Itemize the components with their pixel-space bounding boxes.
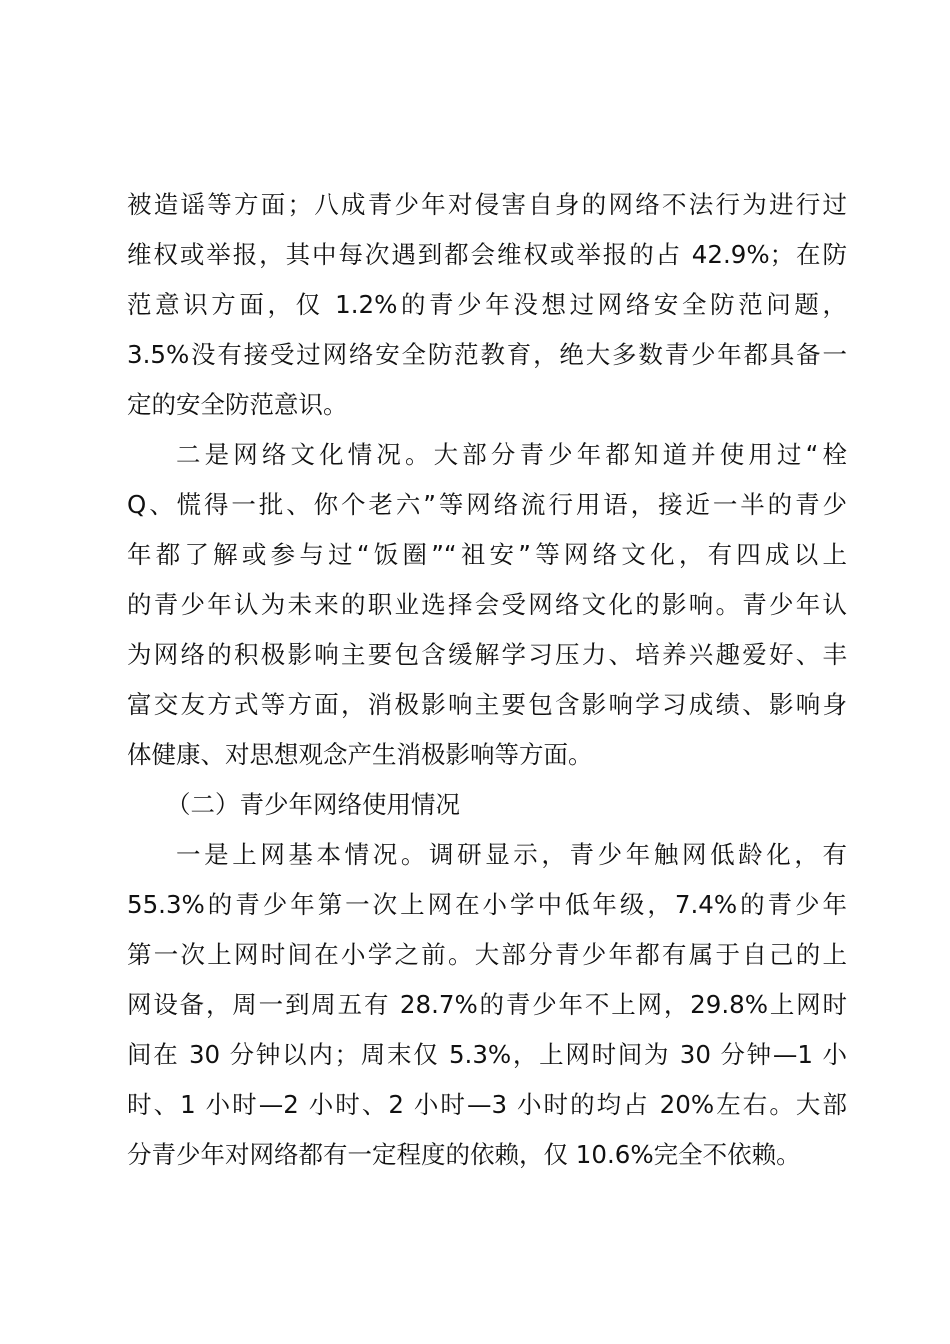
paragraph-line: 分青少年对网络都有一定程度的依赖，仅 10.6%完全不依赖。 [127,1140,801,1169]
paragraph-line: 富交友方式等方面，消极影响主要包含影响学习成绩、影响身 [127,690,847,719]
paragraph-line: 55.3%的青少年第一次上网在小学中低年级，7.4%的青少年 [127,890,847,919]
paragraph-line: 的青少年认为未来的职业选择会受网络文化的影响。青少年认 [127,590,847,619]
paragraph-line: 第一次上网时间在小学之前。大部分青少年都有属于自己的上 [127,940,847,969]
paragraph-line: 为网络的积极影响主要包含缓解学习压力、培养兴趣爱好、丰 [127,640,847,669]
paragraph-line: 3.5%没有接受过网络安全防范教育，绝大多数青少年都具备一 [127,340,847,369]
paragraph-line: 维权或举报，其中每次遇到都会维权或举报的占 42.9%；在防 [127,240,847,269]
paragraph-line: 范意识方面，仅 1.2%的青少年没想过网络安全防范问题， [127,290,847,319]
paragraph-line: 体健康、对思想观念产生消极影响等方面。 [127,740,593,769]
paragraph-line: 定的安全防范意识。 [127,390,348,419]
paragraph-line: 时、1 小时—2 小时、2 小时—3 小时的均占 20%左右。大部 [127,1090,847,1119]
paragraph-line: 一是上网基本情况。调研显示，青少年触网低龄化，有 [176,840,847,869]
paragraph-line: Q、慌得一批、你个老六”等网络流行用语，接近一半的青少 [127,490,847,519]
section-heading: （二）青少年网络使用情况 [166,790,460,819]
paragraph-line: 二是网络文化情况。大部分青少年都知道并使用过“栓 [176,440,847,469]
paragraph-line: 网设备，周一到周五有 28.7%的青少年不上网，29.8%上网时 [127,990,847,1019]
paragraph-line: 年都了解或参与过“饭圈”“祖安”等网络文化，有四成以上 [127,540,847,569]
paragraph-line: 间在 30 分钟以内；周末仅 5.3%，上网时间为 30 分钟—1 小 [127,1040,847,1069]
paragraph-line: 被造谣等方面；八成青少年对侵害自身的网络不法行为进行过 [127,190,847,219]
